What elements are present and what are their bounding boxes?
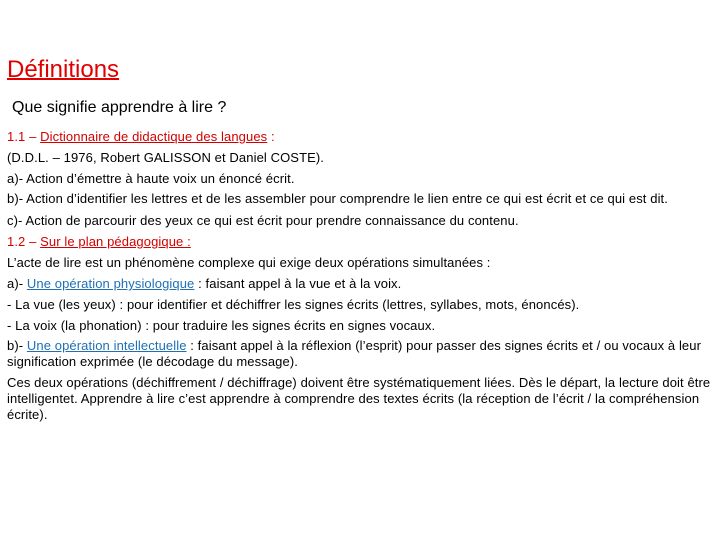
section-1-title: Dictionnaire de didactique des langues	[40, 129, 268, 144]
conclusion: Ces deux opérations (déchiffrement / déchiffrage) doivent être systématiquement liées. Dès le départ, la lecture doit être intelligentet. Apprendre à lire c’est apprendre à comprendre des textes écrits (la réception de l’écrit / la compréhension écrite).	[7, 375, 711, 422]
subtitle: Que signifie apprendre à lire ?	[12, 99, 227, 116]
operation-b	[7, 336, 713, 373]
section-1-heading	[7, 126, 713, 147]
section-1-source: (D.D.L. – 1976, Robert GALISSON et Daniel COSTE).	[7, 150, 325, 165]
section-2-title: Sur le plan pédagogique :	[40, 234, 191, 249]
section-1-number: 1.1 –	[7, 129, 41, 144]
operation-intellectuelle-link[interactable]: Une opération intellectuelle	[26, 338, 187, 353]
title-text: Définitions	[7, 56, 120, 83]
definition-b: b)- Action d’identifier les lettres et de les assembler pour comprendre le lien entre ce qui est écrit et ce qui est dit.	[7, 191, 668, 206]
operation-a-prefix: a)-	[7, 276, 27, 291]
page-title	[7, 56, 119, 84]
operation-physiologique-link[interactable]: Une opération physiologique	[26, 276, 195, 291]
content-body	[7, 126, 713, 426]
section-2-heading	[7, 231, 713, 252]
section-1-colon: :	[267, 129, 275, 144]
section-2-intro: L’acte de lire est un phénomène complexe qui exige deux opérations simultanées :	[7, 255, 491, 270]
operation-a	[7, 273, 713, 294]
operation-b-prefix: b)-	[7, 338, 27, 353]
definition-a: a)- Action d’émettre à haute voix un énoncé écrit.	[7, 171, 295, 186]
vue-item: - La vue (les yeux) : pour identifier et déchiffrer les signes écrits (lettres, syllabes, mots, énoncés).	[7, 297, 580, 312]
operation-a-rest: : faisant appel à la vue et à la voix.	[194, 276, 402, 291]
section-2-number: 1.2 –	[7, 234, 41, 249]
operation-b-rest: : faisant appel à la réflexion (l’esprit) pour passer des signes écrits et / ou vocaux à leur signification exprimée (le décodage du message).	[7, 338, 702, 369]
voix-item: - La voix (la phonation) : pour traduire les signes écrits en signes vocaux.	[7, 318, 436, 333]
definition-c: c)- Action de parcourir des yeux ce qui est écrit pour prendre connaissance du contenu.	[7, 213, 519, 228]
